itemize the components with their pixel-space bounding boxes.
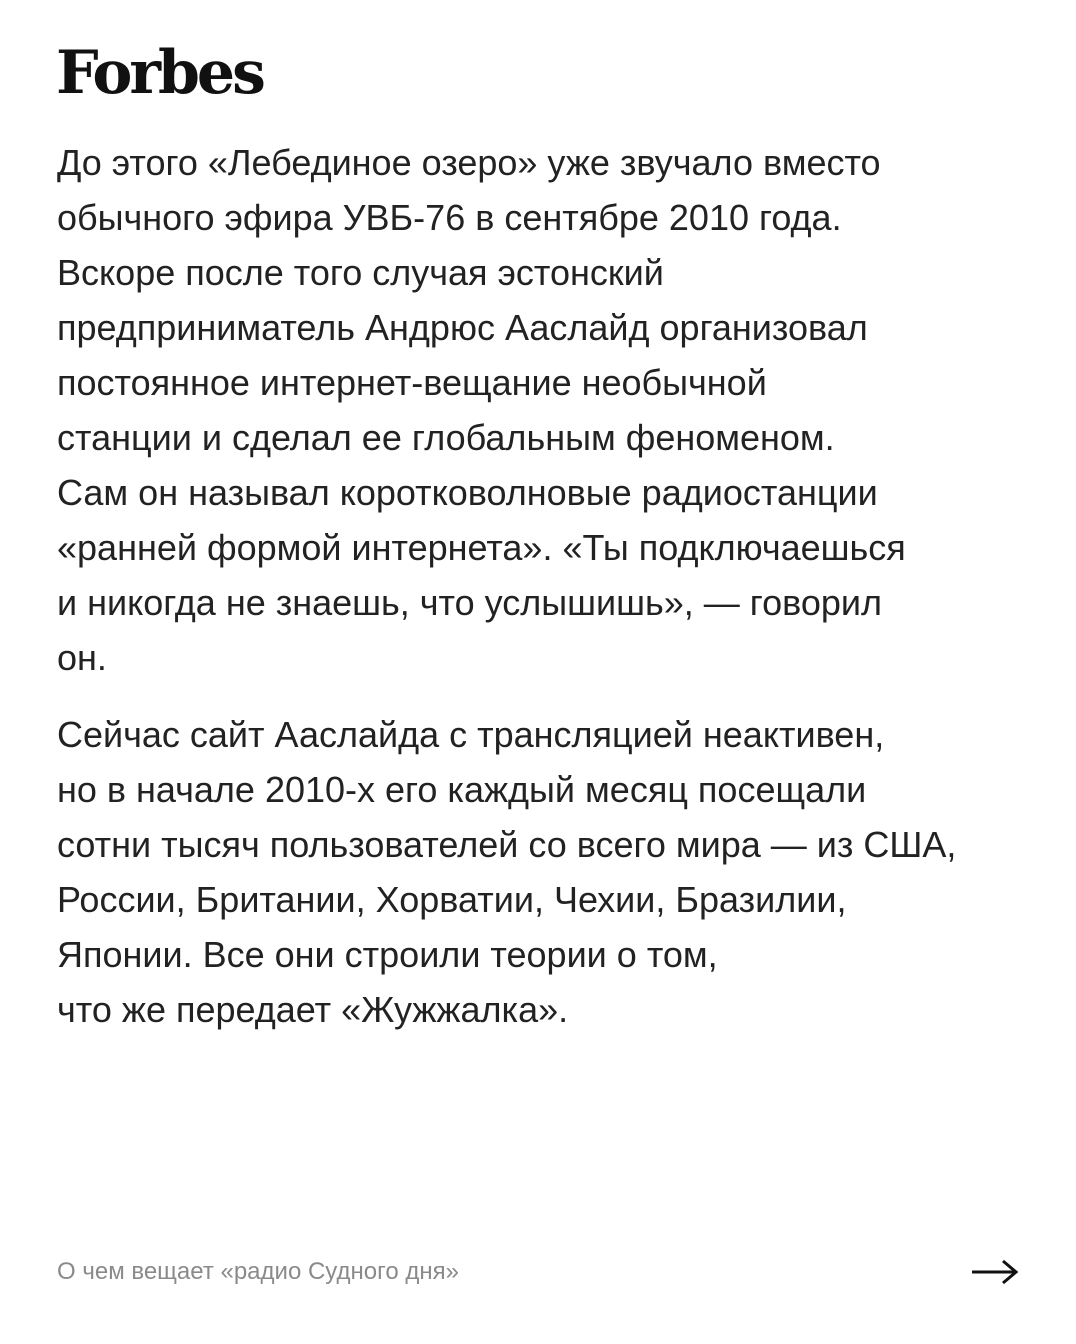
article-paragraph-2: [57, 707, 1047, 1037]
article-body: [57, 135, 1047, 1037]
text-line: обычного эфира УВБ-76 в сентябре 2010 года.: [57, 197, 842, 238]
forbes-logo: Forbes: [56, 38, 263, 108]
text-line: но в начале 2010-х его каждый месяц посещали: [57, 769, 867, 810]
text-line: «ранней формой интернета». «Ты подключаешься: [57, 527, 906, 568]
text-line: Вскоре после того случая эстонский: [57, 252, 664, 293]
text-line: России, Британии, Хорватии, Чехии, Бразилии,: [57, 879, 847, 920]
arrow-right-icon: [970, 1257, 1020, 1287]
text-line: Сам он называл коротковолновые радиостанции: [57, 472, 878, 513]
text-line: сотни тысяч пользователей со всего мира — из США,: [57, 824, 957, 865]
article-paragraph-1: [57, 135, 1047, 685]
article-title-link[interactable]: О чем вещает «радио Судного дня»: [57, 1258, 459, 1285]
text-line: предприниматель Андрюс Ааслайд организовал: [57, 307, 868, 348]
text-line: Японии. Все они строили теории о том,: [57, 934, 718, 975]
footer-nav: [57, 1252, 1020, 1292]
next-page-button[interactable]: [970, 1254, 1020, 1290]
text-line: и никогда не знаешь, что услышишь», — говорил: [57, 582, 883, 623]
text-line: он.: [57, 637, 107, 678]
text-line: что же передает «Жужжалка».: [57, 989, 569, 1030]
text-line: станции и сделал ее глобальным феноменом.: [57, 417, 835, 458]
text-line: постоянное интернет-вещание необычной: [57, 362, 767, 403]
text-line: Сейчас сайт Ааслайда с трансляцией неактивен,: [57, 714, 885, 755]
text-line: До этого «Лебединое озеро» уже звучало вместо: [57, 142, 881, 183]
